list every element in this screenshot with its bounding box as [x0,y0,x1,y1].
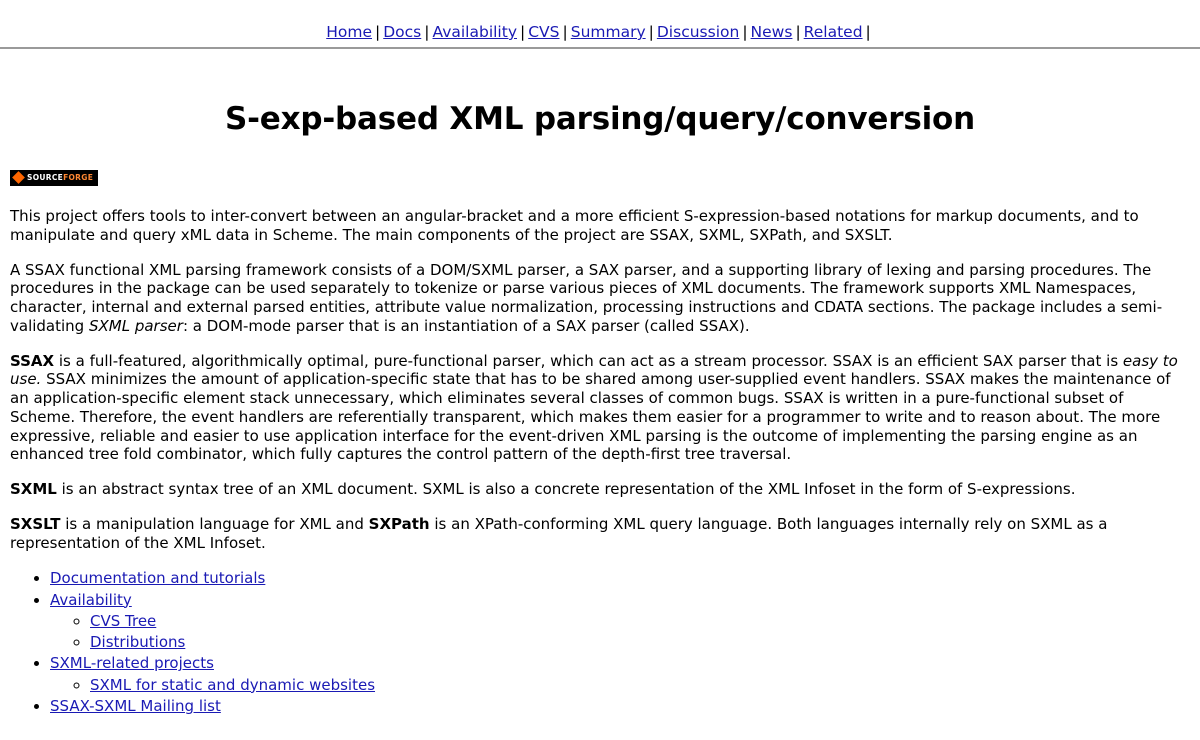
nav-link-home[interactable]: Home [326,23,372,41]
sxslt-text-b: is an XPath-conforming XML query language. Both languages internally rely on SXML as a representation of the XML Infoset. [10,514,1108,552]
link-documentation-and-tutorials[interactable]: Documentation and tutorials [50,569,266,588]
paragraph-intro [10,207,1190,245]
sxml-related-sublist [50,675,1190,696]
sxml-parser-emphasis: SXML parser [88,316,183,335]
nav-separator: | [562,23,568,41]
sxml-lead-term: SXML [10,480,57,498]
nav-link-docs[interactable]: Docs [383,23,422,41]
nav-link-related[interactable]: Related [803,23,863,41]
nav-link-cvs[interactable]: CVS [528,23,560,41]
nav-link-availability[interactable]: Availability [432,23,517,41]
intro-text: This project offers tools to inter-convert between an angular-bracket and a more efficient S-expression-based notations for markup documents, and to manipulate and query xML data in Scheme. The main components of the project are SSAX, SXML, SXPath, and SXSLT. [10,207,1139,244]
list-item [50,568,1190,589]
paragraph-sxslt [10,515,1190,553]
nav-separator: | [865,23,871,41]
sourceforge-badge-wrapper[interactable] [10,170,1200,188]
nav-separator: | [375,23,381,41]
ssax-framework-text-a: A SSAX functional XML parsing framework consists of a DOM/SXML parser, a SAX parser, and a supporting library of lexing and parsing procedures. The procedures in the package can be used separately to tokenize or parse various pieces of XML documents. The framework supports XML Namespaces, character, internal and external parsed entities, attribute value normalization, processing instructions and CDATA sections. The package includes a semi-validating [10,260,1163,335]
sourceforge-badge-label [27,173,93,183]
nav-separator: | [795,23,801,41]
ssax-emphasis: easy to use. [10,351,1178,389]
sxslt-lead-term: SXSLT [10,514,61,533]
nav-separator: | [520,23,526,41]
link-sxml-related-projects[interactable]: SXML-related projects [50,654,214,673]
nav-separator: | [424,23,430,41]
list-item [90,632,1190,653]
paragraph-sxml [10,480,1190,499]
sourceforge-badge[interactable] [10,170,98,186]
link-ssax-sxml-mailing-list[interactable]: SSAX-SXML Mailing list [50,697,221,716]
sxslt-text-a: is a manipulation language for XML and [60,514,369,533]
sxpath-lead-term: SXPath [368,514,430,533]
nav-link-discussion[interactable]: Discussion [656,23,740,41]
list-item [90,611,1190,632]
diamond-icon [12,171,25,184]
sxml-text: is an abstract syntax tree of an XML document. SXML is also a concrete representation of the XML Infoset in the form of S-expressions. [56,480,1076,498]
ssax-text-b: SSAX minimizes the amount of application-specific state that has to be shared among user-supplied event handlers. SSAX makes the maintenance of an application-specific element stack unnecessary, which eliminates several classes of common bugs. SSAX is written in a pure-functional subset of Scheme. Therefore, the event handlers are referentially transparent, which makes them easier for a programmer to write and to reason about. The more expressive, reliable and easier to use application interface for the event-driven XML parsing is the outcome of implementing the parsing engine as an enhanced tree fold combinator, which fully captures the control pattern of the depth-first tree traversal. [10,370,1171,464]
list-item [50,696,1190,717]
availability-sublist [50,611,1190,654]
page-title: S-exp-based XML parsing/query/conversion [224,101,975,137]
ssax-text-a: is a full-featured, algorithmically optimal, pure-functional parser, which can act as a stream processor. SSAX is an efficient SAX parser that is [54,351,1123,370]
paragraph-ssax [10,352,1190,465]
badge-text-accent: FORGE [63,173,94,182]
ssax-lead-term: SSAX [10,351,55,370]
link-cvs-tree[interactable]: CVS Tree [90,611,157,630]
nav-link-summary[interactable]: Summary [570,23,646,41]
ssax-framework-text-b: : a DOM-mode parser that is an instantiation of a SAX parser (called SSAX). [182,316,750,335]
link-distributions[interactable]: Distributions [90,633,186,652]
link-sxml-for-static-and-dynamic-websites[interactable]: SXML for static and dynamic websites [90,675,376,694]
link-availability[interactable]: Availability [50,590,132,609]
list-item [90,675,1190,696]
top-navigation [0,0,1200,49]
list-item [50,590,1190,654]
paragraph-ssax-framework [10,261,1190,336]
badge-text-plain: SOURCE [27,173,64,182]
nav-separator: | [742,23,748,41]
list-item [50,653,1190,696]
nav-link-news[interactable]: News [750,23,793,41]
nav-separator: | [648,23,654,41]
article-content [10,207,1190,717]
resource-link-list [10,568,1190,717]
